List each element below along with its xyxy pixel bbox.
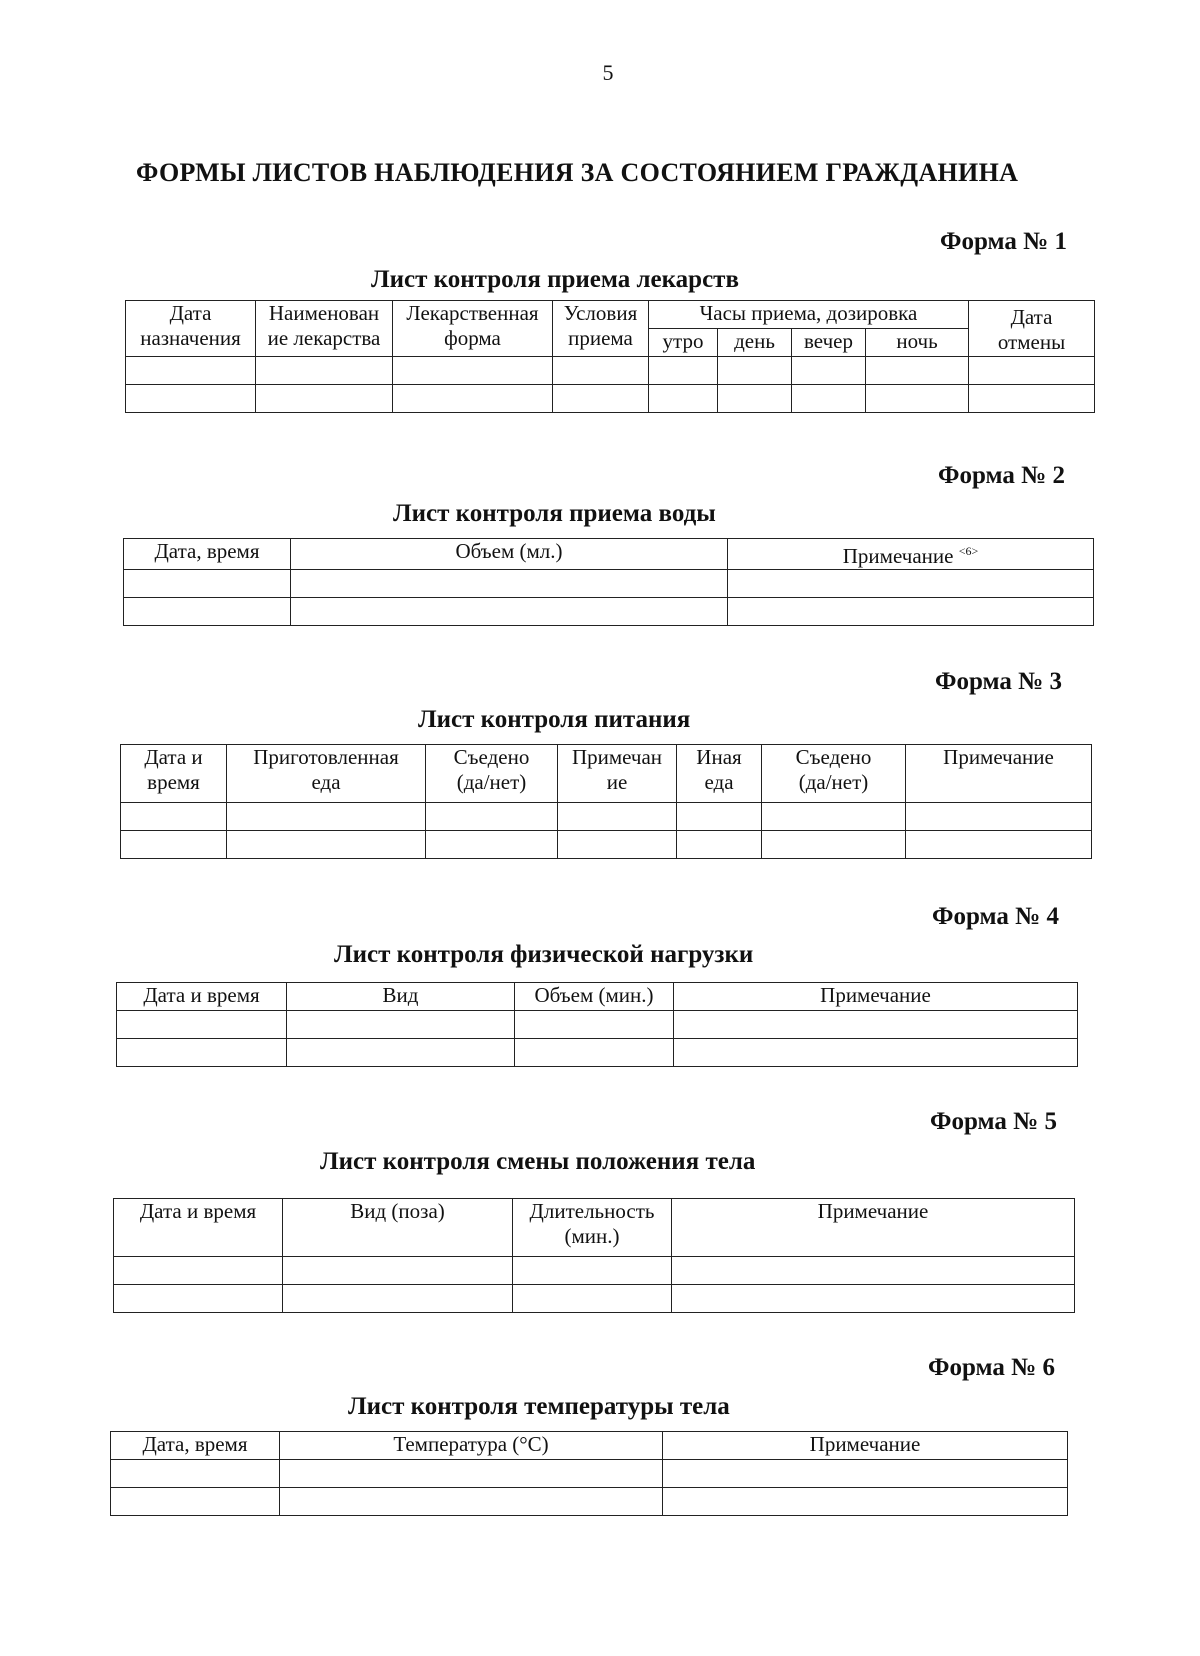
- footnote-mark: <6>: [958, 544, 979, 558]
- form-4-table: [116, 982, 1078, 1067]
- form-5-title: Лист контроля смены положения тела: [320, 1148, 756, 1175]
- form-6-table: [110, 1431, 1068, 1516]
- col-drug-name: Наименован ие лекарства: [256, 301, 393, 357]
- col-duration: Длительность (мин.): [513, 1199, 672, 1257]
- col-date-time: Дата и время: [121, 745, 227, 803]
- col-prepared-food: Приготовленная еда: [227, 745, 426, 803]
- col-evening: вечер: [792, 329, 866, 357]
- table-row: [111, 1460, 1068, 1488]
- col-date-time: Дата, время: [111, 1432, 280, 1460]
- table-row: [121, 803, 1092, 831]
- col-eaten: Съедено (да/нет): [426, 745, 558, 803]
- col-date-time: Дата и время: [117, 983, 287, 1011]
- col-volume: Объем (мл.): [291, 539, 728, 570]
- form-5-table: [113, 1198, 1075, 1313]
- form-4-title: Лист контроля физической нагрузки: [334, 941, 754, 968]
- col-note: Примечание: [906, 745, 1092, 803]
- col-volume-min: Объем (мин.): [515, 983, 674, 1011]
- col-temperature: Температура (°C): [280, 1432, 663, 1460]
- form-4-number: Форма № 4: [932, 903, 1059, 930]
- page-number: 5: [602, 60, 614, 85]
- col-cancel-date: Дата отмены: [969, 301, 1095, 357]
- form-6-title: Лист контроля температуры тела: [348, 1393, 730, 1420]
- col-conditions: Условия приема: [553, 301, 649, 357]
- col-date-time: Дата и время: [114, 1199, 283, 1257]
- form-3-table: [120, 744, 1092, 859]
- col-night: ночь: [866, 329, 969, 357]
- table-row: [121, 831, 1092, 859]
- form-3-number: Форма № 3: [935, 668, 1062, 695]
- col-date-time: Дата, время: [124, 539, 291, 570]
- form-2-title: Лист контроля приема воды: [393, 500, 716, 527]
- table-row: [111, 1488, 1068, 1516]
- col-hours-group: Часы приема, дозировка: [649, 301, 969, 329]
- col-other-food: Иная еда: [677, 745, 762, 803]
- table-row: [126, 357, 1095, 385]
- col-kind: Вид: [287, 983, 515, 1011]
- page-title: ФОРМЫ ЛИСТОВ НАБЛЮДЕНИЯ ЗА СОСТОЯНИЕМ ГРАЖДАНИНА: [136, 158, 1019, 187]
- col-note: Примечание: [663, 1432, 1068, 1460]
- table-row: [124, 570, 1094, 598]
- form-1-title: Лист контроля приема лекарств: [371, 266, 739, 293]
- form-1-number: Форма № 1: [940, 228, 1067, 255]
- table-row: [114, 1257, 1075, 1285]
- form-5-number: Форма № 5: [930, 1108, 1057, 1135]
- col-note-short: Примечан ие: [558, 745, 677, 803]
- form-2-table: [123, 538, 1094, 626]
- col-dosage-form: Лекарственная форма: [393, 301, 553, 357]
- col-pose: Вид (поза): [283, 1199, 513, 1257]
- table-row: [117, 1039, 1078, 1067]
- col-day: день: [718, 329, 792, 357]
- col-date-assigned: Дата назначения: [126, 301, 256, 357]
- form-6-number: Форма № 6: [928, 1354, 1055, 1381]
- col-eaten-2: Съедено (да/нет): [762, 745, 906, 803]
- col-morning: утро: [649, 329, 718, 357]
- table-row: [117, 1011, 1078, 1039]
- table-row: [114, 1285, 1075, 1313]
- form-2-number: Форма № 2: [938, 462, 1065, 489]
- table-row: [124, 598, 1094, 626]
- col-note: Примечание: [672, 1199, 1075, 1257]
- col-note: Примечание $^{<6>}$: [728, 539, 1094, 570]
- table-row: [126, 385, 1095, 413]
- col-note: Примечание: [674, 983, 1078, 1011]
- form-3-title: Лист контроля питания: [418, 706, 691, 733]
- form-1-table: [125, 300, 1095, 413]
